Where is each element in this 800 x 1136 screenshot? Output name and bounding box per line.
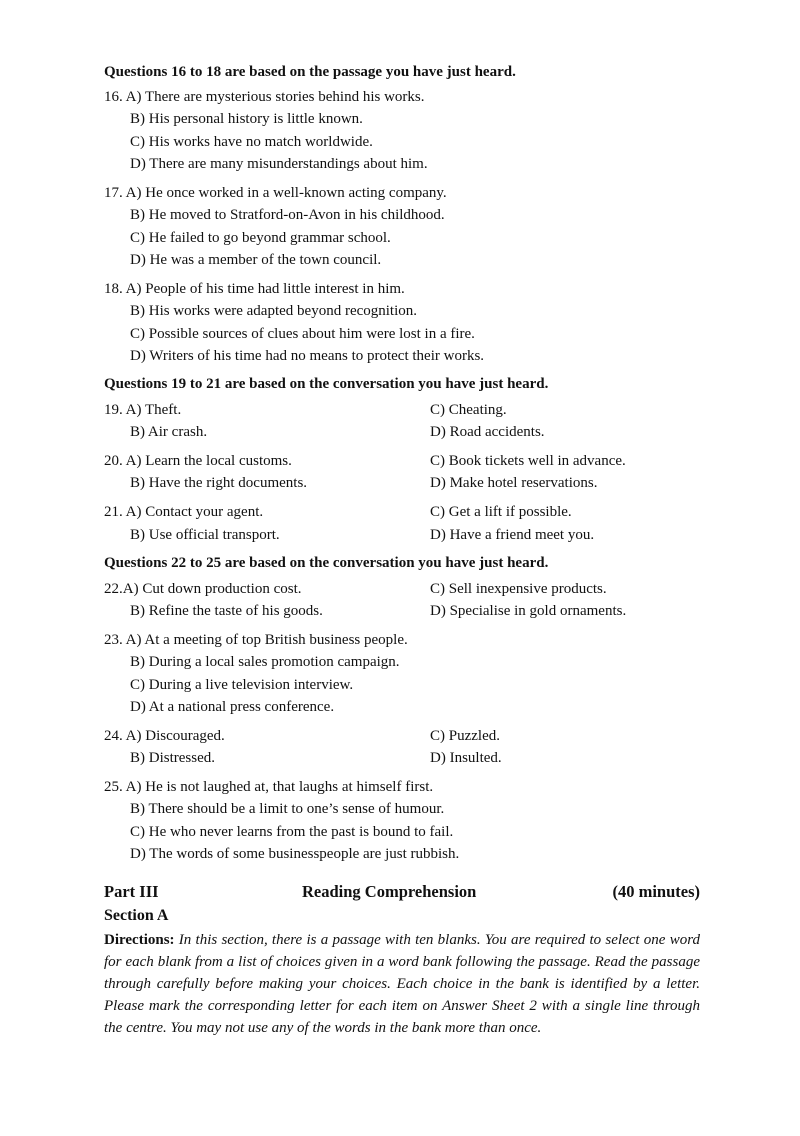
q23-option-a: 23. A) At a meeting of top British business people. [104,632,408,648]
q20-option-c: C) Book tickets well in advance. [430,453,626,469]
q16-option-b: B) His personal history is little known. [130,111,363,127]
q18-option-a: 18. A) People of his time had little interest in him. [104,281,405,297]
q25-option-b: B) There should be a limit to one’s sense of humour. [130,801,445,817]
q17-option-d: D) He was a member of the town council. [130,252,382,268]
part-label: Part III [104,882,159,901]
section-a-heading: Section A [104,907,169,924]
q24-option-a: 24. A) Discouraged. [104,728,225,744]
q23-option-d: D) At a national press conference. [130,699,335,715]
q22-option-a: 22.A) Cut down production cost. [104,581,302,597]
directions-label: Directions: [104,932,175,948]
q16-option-c: C) His works have no match worldwide. [130,134,373,150]
directions-paragraph [104,929,700,1039]
q17-option-c: C) He failed to go beyond grammar school. [130,230,391,246]
q19-option-c: C) Cheating. [430,402,507,418]
q21-option-d: D) Have a friend meet you. [430,527,595,543]
q17-option-a: 17. A) He once worked in a well-known acting company. [104,185,447,201]
q25-option-d: D) The words of some businesspeople are just rubbish. [130,846,460,862]
q19-option-d: D) Road accidents. [430,424,545,440]
q16-option-d: D) There are many misunderstandings about him. [130,156,428,172]
q25-option-c: C) He who never learns from the past is bound to fail. [130,824,454,840]
q19-option-a: 19. A) Theft. [104,402,182,418]
part-time: (40 minutes) [612,882,700,901]
section-heading-16-18: Questions 16 to 18 are based on the passage you have just heard. [104,64,516,80]
q24-option-b: B) Distressed. [130,750,215,766]
section-heading-22-25: Questions 22 to 25 are based on the conversation you have just heard. [104,555,549,571]
q24-option-c: C) Puzzled. [430,728,500,744]
part-title: Reading Comprehension [302,882,477,901]
q22-option-c: C) Sell inexpensive products. [430,581,607,597]
q18-option-b: B) His works were adapted beyond recognition. [130,303,418,319]
q25-option-a: 25. A) He is not laughed at, that laughs at himself first. [104,779,434,795]
q23-option-b: B) During a local sales promotion campaign. [130,654,400,670]
q21-option-c: C) Get a lift if possible. [430,504,572,520]
q21-option-a: 21. A) Contact your agent. [104,504,264,520]
q18-option-c: C) Possible sources of clues about him were lost in a fire. [130,326,475,342]
section-heading-19-21: Questions 19 to 21 are based on the conversation you have just heard. [104,376,549,392]
q17-option-b: B) He moved to Stratford-on-Avon in his childhood. [130,207,445,223]
q24-option-d: D) Insulted. [430,750,502,766]
directions-text: In this section, there is a passage with ten blanks. You are required to select one word for each blank from a list of choices given in a word bank following the passage. Read the passage through carefully before making your choices. Each choice in the bank is identified by a letter. Please mark the corresponding letter for each item on Answer Sheet 2 with a single line through the centre. You may not use any of the words in the bank more than once. [104,932,700,1036]
q16-option-a: 16. A) There are mysterious stories behind his works. [104,89,425,105]
q22-option-d: D) Specialise in gold ornaments. [430,603,627,619]
q21-option-b: B) Use official transport. [130,527,280,543]
q20-option-b: B) Have the right documents. [130,475,308,491]
q22-option-b: B) Refine the taste of his goods. [130,603,323,619]
q20-option-d: D) Make hotel reservations. [430,475,598,491]
q18-option-d: D) Writers of his time had no means to protect their works. [130,348,485,364]
part-header [104,881,700,905]
q20-option-a: 20. A) Learn the local customs. [104,453,292,469]
q19-option-b: B) Air crash. [130,424,208,440]
q23-option-c: C) During a live television interview. [130,677,354,693]
